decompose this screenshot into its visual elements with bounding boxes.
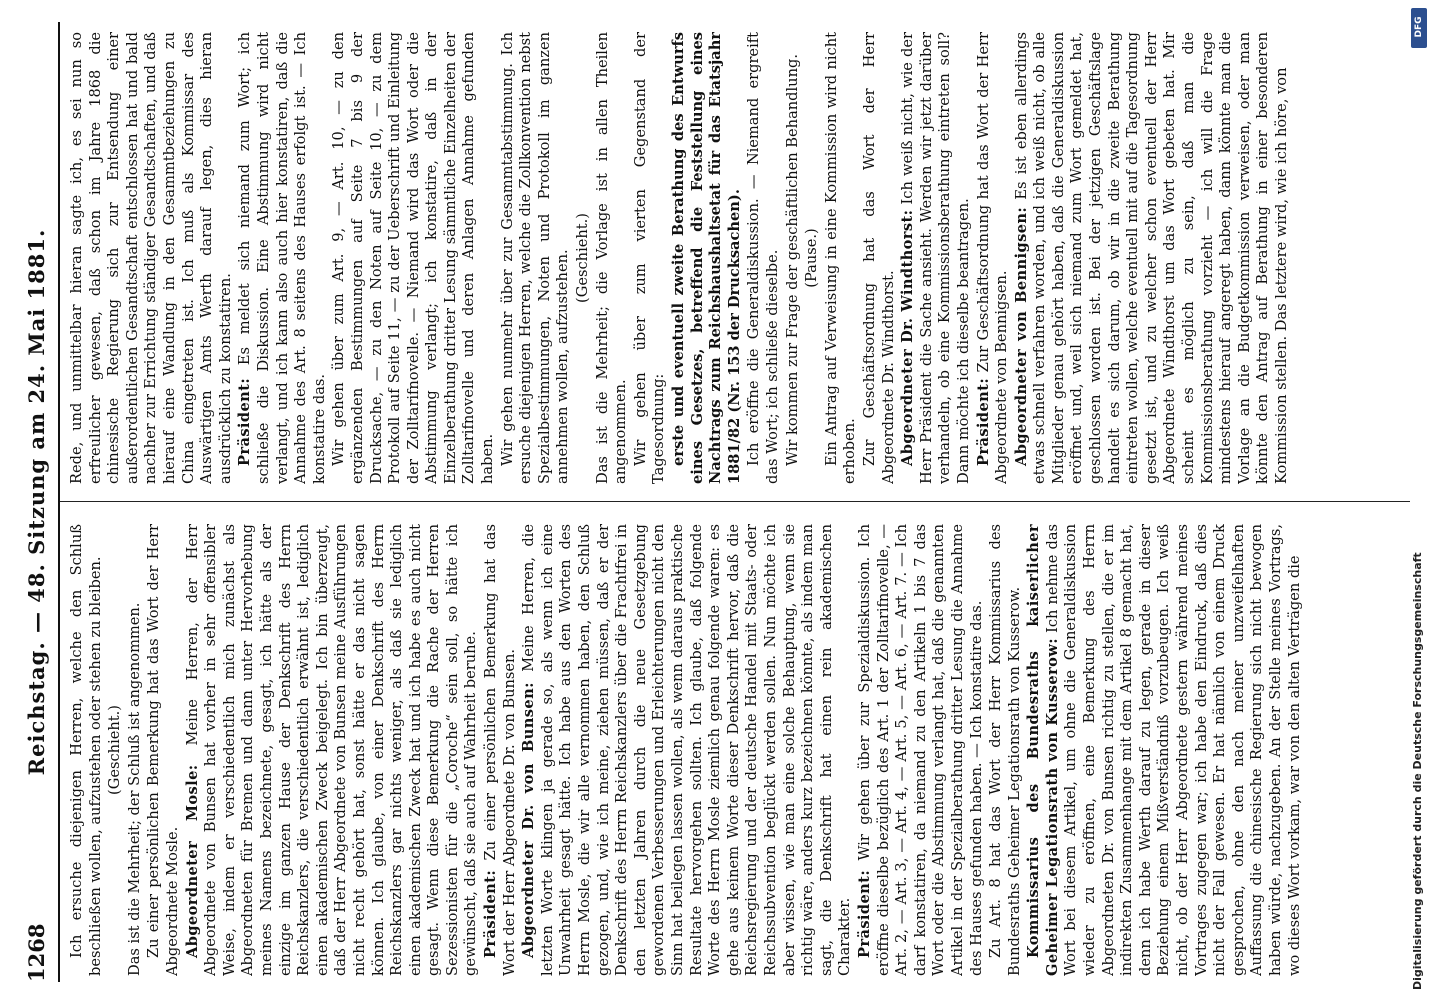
paragraph: Rede, und unmittelbar hieran sagte ich, es sei nun so erfreulicher gewesen, daß schon im Jahre 1868 die chinesische Regierung sich zur Entsendung einer außerordentlichen Gesandtschaft entschlossen hat und bald nachher zur Errichtung ständiger Gesandtschaften, und daß hierauf eine Wandlung in den Gesammtbeziehungen zu China eingetreten ist. Ich muß als Kommissar des Auswärtigen Amts Werth darauf legen, dies hieran ausdrücklich zu konstatiren. xyxy=(68,32,234,484)
speech-text: Es ist eben allerdings etwas schnell verfahren worden, und ich weiß nicht, ob alle Mitglieder genau gehört haben, daß die Generaldiskussion eröffnet und, weil sich niemand zum Wort gemeldet hat, geschlossen worden ist. Bei der jetzigen Geschäftslage handelt es sich darum, ob wir in die zweite Berathung eintreten wollen, welche eventuell mit auf die Tagesordnung gesetzt ist, und zu welcher schon eventuell der Herr Abgeordnete Windthorst um das Wort gebeten hat. Mir scheint es möglich zu sein, daß man die Kommissionsberathung vorzieht — ich will die Frage mindestens hierauf angeregt haben, dann könnte man die Vorlage an die Budgetkommission verweisen, oder man könnte den Antrag auf Berathung in einer besonderen Kommission stellen. Das letztere wird, wie ich höre, von xyxy=(1012,32,1290,484)
paragraph: Das ist die Mehrheit; die Vorlage ist in allen Theilen angenommen. xyxy=(593,32,630,484)
speech xyxy=(856,524,986,976)
speech-text: Ich nehme das Wort bei diesem Artikel, um ohne die Generaldiskussion wieder zu eröffnen, eine Bemerkung des Herrn Abgeordneten Dr. von Bunsen richtig zu stellen, die er im indirekten Zusammenhange mit dem Artikel 8 gemacht hat, denn ich habe Werth darauf zu legen, gerade in dieser Beziehung einem Mißverständniß vorzubeugen. Ich weiß nicht, ob der Herr Abgeordnete gestern während meines Vortrages zugegen war; ich habe den Eindruck, daß dies nicht der Fall gewesen. Er hat nämlich von einem Druck gesprochen, ohne den nach meiner unzweifelhaften Auffassung die chinesische Regierung sich nicht bewogen haben würde, nachzugeben. An der Stelle meines Vortrags, wo dieses Wort vorkam, war von den alten Verträgen die xyxy=(1043,524,1303,976)
digitization-strip xyxy=(1404,0,1432,1000)
speaker-name: Präsident: xyxy=(855,869,873,958)
speech xyxy=(899,32,973,484)
paragraph: Wir gehen über zum Art. 9, — Art. 10, — zu den ergänzenden Bestimmungen auf Seite 7 bis 9 der Drucksache, — zu den Noten auf Seite 10, — zu dem Protokoll auf Seite 11, — zu der Ueberschrift und Einleitung der Zolltarifnovelle. — Niemand wird das Wort oder die Abstimmung verlangt; ich konstatire, daß in der Einzelberathung dritter Lesung sämmtliche Einzelheiten der Zolltarifnovelle und deren Anlagen Annahme gefunden haben. xyxy=(330,32,497,484)
speech xyxy=(482,524,519,976)
speaker-name: Abgeordneter von Bennigsen: xyxy=(1012,206,1030,466)
speech xyxy=(1025,524,1304,976)
paragraph: Zu Art. 8 hat das Wort der Herr Kommissarius des Bundesraths Geheimer Legationsrath von Kusserow. xyxy=(987,524,1023,976)
rotated-page-content xyxy=(18,22,1413,982)
page-number: 1268 xyxy=(24,923,49,982)
speech-text: Meine Herren, der Herr Abgeordnete von Bunsen hat vorher in sehr offensibler Weise, indem er verschiedentlich mich zunächst als Abgeordneten für Bremen und dann unter Hervorhebung meines Namens bezeichnete, gesagt, ich hätte als der einzige im ganzen Hause der Denkschrift des Herrn Reichskanzlers, die verschiedentlich erwähnt ist, lediglich einen akademischen Zweck beigelegt. Ich bin überzeugt, daß der Herr Abgeordnete von Bunsen meine Ausführungen nicht recht gehört hat, sonst hätte er das nicht sagen können. Ich glaube, von einer Denkschrift des Herrn Reichskanzlers gar nichts weniger, als daß sie lediglich einen akademischen Zweck hat und ich habe es auch nicht gesagt. Wenn diese Bemerkung die Rache der Herren Sezessionisten für die „Coroche“ sein soll, so hätte ich gewünscht, daß sie auch auf Wahrheit beruhe. xyxy=(183,524,480,976)
speech-text: Zur Geschäftsordnung hat das Wort der Herr Abgeordnete von Bennigsen. xyxy=(974,32,1011,484)
speaker-name: Präsident: xyxy=(236,377,254,466)
speech xyxy=(520,524,855,976)
speech-text: Es meldet sich niemand zum Wort; ich schließe die Diskussion. Eine Abstimmung wird nicht verlangt, und ich kann also auch hier konstatiren, daß die Annahme des Art. 8 seitens des Hauses erfolgt ist. — Ich konstatire das. xyxy=(236,32,328,484)
speech xyxy=(1013,32,1292,484)
paragraph: Das ist die Mehrheit; der Schluß ist angenommen. xyxy=(125,602,143,976)
paragraph: Wir gehen über zum vierten Gegenstand der Tagesordnung: xyxy=(631,32,668,484)
speech xyxy=(975,32,1012,484)
paragraph: Wir gehen nunmehr über zur Gesammtabstimmung. Ich ersuche diejenigen Herren, welche die Zollkonvention nebst Spezialbestimmungen, Noten und Protokoll im ganzen annehmen wollen, aufzustehen. xyxy=(498,32,572,484)
stage-direction: (Pause.) xyxy=(803,228,821,288)
speaker-name: Abgeordneter Dr. Windthorst: xyxy=(899,209,917,466)
speech-text: Ich weiß nicht, wie der Herr Präsident die Sache ansieht. Werden wir jetzt darüber verhandeln, ob eine Kommissionsberathung eintreten soll? Dann möchte ich dieselbe beantragen. xyxy=(899,32,972,484)
paragraph: Ich eröffne die Generaldiskussion. — Niemand ergreift das Wort; ich schließe dieselbe. xyxy=(745,32,781,484)
header-rule xyxy=(58,22,60,982)
running-head xyxy=(18,22,58,982)
speech xyxy=(236,32,329,484)
paragraph: Ich ersuche diejenigen Herren, welche den Schluß beschließen wollen, aufzustehen oder stehen zu bleiben. xyxy=(68,524,104,976)
digitization-notice: Digitalisierung gefördert durch die Deutsche Forschungsgemeinschaft xyxy=(1411,552,1424,990)
dfg-logo-text: DFG xyxy=(1414,16,1424,38)
paragraph: Zur Geschäftsordnung hat das Wort der Herr Abgeordnete Dr. Windthorst. xyxy=(860,32,897,484)
speech-text: Zu einer persönlichen Bemerkung hat das Wort der Herr Abgeordnete Dr. von Bunsen. xyxy=(482,524,518,976)
dfg-logo xyxy=(1411,8,1427,48)
speaker-name: Abgeordneter Mosle: xyxy=(183,764,201,958)
speaker-name: Präsident: xyxy=(974,377,992,466)
paragraph: Zu einer persönlichen Bemerkung hat das Wort der Herr Abgeordnete Mosle. xyxy=(145,524,181,976)
left-column xyxy=(68,524,1408,976)
stage-direction: (Geschieht.) xyxy=(106,705,124,795)
speech-text: Meine Herren, die letzten Worte klingen ja gerade so, als wenn ich eine Unwahrheit gesagt hätte. Ich habe aus den Worten des Herrn Mosle, die wir alle vernommen haben, den Schluß gezogen, und, wie ich meine, ziehen müssen, daß er der Denkschrift des Herrn Reichskanzlers über die Frachtfrei in den letzten Jahren durch die neue Gesetzgebung gewordenen Verbesserungen und Erleichterungen nicht den Sinn hat beilegen lassen wollen, als wenn daraus praktische Resultate hervorgehen sollten. Ich glaube, daß folgende Worte des Herrn Mosle ziemlich genau folgende waren: es gehe aus keinem Worte dieser Denkschrift hervor, daß die Reichsregierung und der deutsche Handel mit Staats- oder Reichssubvention beglückt werden sollen. Nun möchte ich aber wissen, wie man eine solche Behauptung, wenn sie richtig wäre, anders kurz bezeichnen könnte, als indem man sagt, die Denkschrift hat einen rein akademischen Charakter. xyxy=(520,524,854,976)
speech-text: Wir gehen über zur Spezialdiskussion. Ich eröffne dieselbe bezüglich des Art. 1 der Zolltarifnovelle, — Art. 2, — Art. 3, — Art. 4, — Art. 5, — Art. 6, — Art. 7. — Ich darf konstatiren, da niemand zu den Artikeln 1 bis 7 das Wort oder die Abstimmung verlangt hat, daß die genannten Artikel in der Spezialberathung dritter Lesung die Annahme des Hauses gefunden haben. — Ich konstatire das. xyxy=(855,524,985,976)
speaker-name: Abgeordneter Dr. von Bunsen: xyxy=(520,682,538,958)
speaker-name: Präsident: xyxy=(482,869,500,958)
speaker-name: Kommissarius des Bundesraths kaiserlicher Geheimer Legationsrath von Kusserow: xyxy=(1025,524,1061,976)
right-column xyxy=(68,32,1408,484)
page-title: Reichstag. — 48. Sitzung am 24. Mai 1881. xyxy=(24,228,49,776)
paragraph: Wir kommen zur Frage der geschäftlichen Behandlung. xyxy=(783,54,801,466)
column-divider xyxy=(60,501,1410,502)
agenda-item: erste und eventuell zweite Berathung des Entwurfs eines Gesetzes, betreffend die Feststellung eines Nachtrags zum Reichshaushaltsetat für das Etatsjahr 1881/82 (Nr. 153 der Drucksachen). xyxy=(670,32,743,484)
paragraph: Ein Antrag auf Verweisung in eine Kommission wird nicht erhoben. xyxy=(822,32,859,484)
stage-direction: (Geschieht.) xyxy=(574,213,592,303)
speech xyxy=(184,524,482,976)
